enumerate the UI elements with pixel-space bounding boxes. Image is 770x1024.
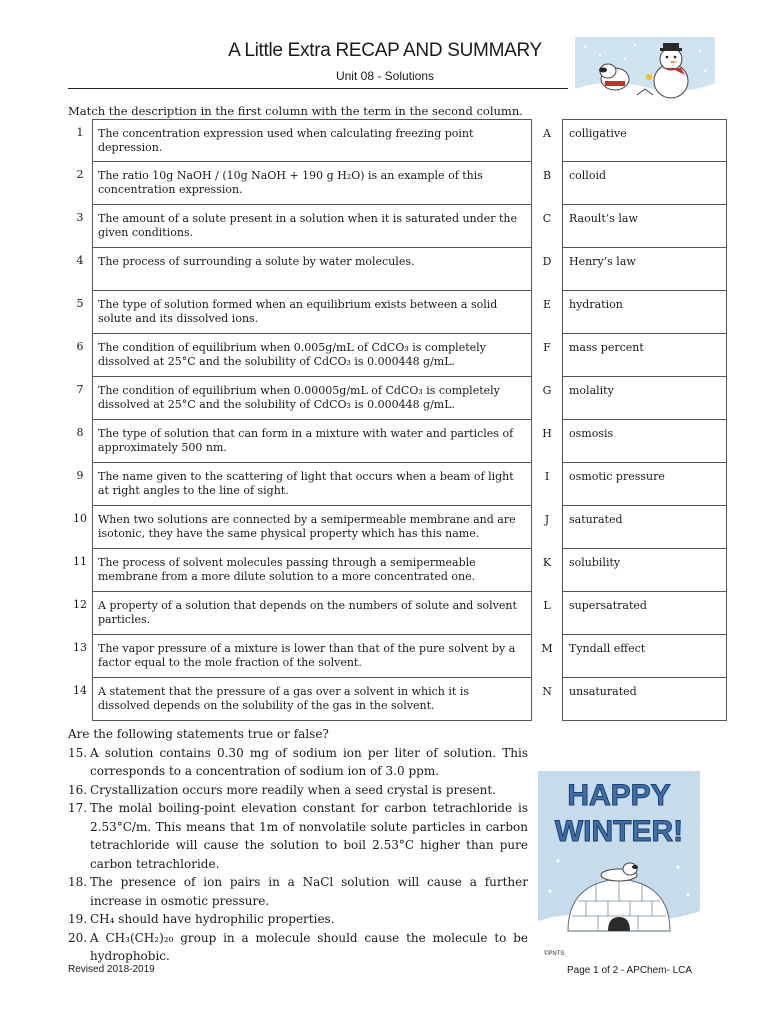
true-false-item bbox=[68, 744, 528, 781]
item-description: The process of surrounding a solute by water molecules. bbox=[93, 248, 532, 291]
term-letter: B bbox=[542, 168, 552, 182]
matching-row bbox=[68, 506, 727, 549]
term-text: supersatrated bbox=[563, 592, 727, 635]
term-letter: H bbox=[542, 426, 552, 440]
matching-row bbox=[68, 592, 727, 635]
item-description: The condition of equilibrium when 0.005g/mL of CdCO₃ is completely dissolved at 25°C and the solubility of CdCO₃ is 0.000448 g/mL. bbox=[93, 334, 532, 377]
true-false-item bbox=[68, 910, 528, 929]
term-letter: A bbox=[543, 126, 551, 140]
item-description: The ratio 10g NaOH / (10g NaOH + 190 g H₂O) is an example of this concentration expression. bbox=[93, 162, 532, 205]
matching-row bbox=[68, 463, 727, 506]
true-false-question: Are the following statements true or false? bbox=[68, 727, 329, 741]
term-text: Tyndall effect bbox=[563, 635, 727, 678]
page-title: A Little Extra RECAP AND SUMMARY bbox=[228, 40, 542, 61]
item-number: 14 bbox=[73, 683, 87, 697]
statement-number: 19. bbox=[68, 912, 88, 926]
item-number: 12 bbox=[73, 597, 87, 611]
matching-row bbox=[68, 377, 727, 420]
footer-revised: Revised 2018-2019 bbox=[68, 964, 155, 975]
term-letter: K bbox=[542, 555, 552, 569]
item-number: 11 bbox=[73, 554, 87, 568]
statement-text: CH₄ should have hydrophilic properties. bbox=[90, 912, 335, 926]
matching-row bbox=[68, 291, 727, 334]
statement-text: A CH₃(CH₂)₂₀ group in a molecule should cause the molecule to be hydrophobic. bbox=[90, 930, 528, 963]
item-description: The concentration expression used when calculating freezing point depression. bbox=[93, 120, 532, 162]
statement-number: 15. bbox=[68, 745, 88, 760]
matching-table bbox=[68, 119, 727, 721]
item-number: 10 bbox=[73, 511, 87, 525]
term-letter: C bbox=[542, 211, 552, 225]
item-description: The process of solvent molecules passing through a semipermeable membrane from a more dilute solution to a more concentrated one. bbox=[93, 549, 532, 592]
item-number: 4 bbox=[76, 253, 84, 267]
happy-winter-illustration bbox=[538, 771, 700, 959]
title-rule bbox=[68, 88, 568, 89]
matching-row bbox=[68, 420, 727, 463]
item-description: A property of a solution that depends on the numbers of solute and solvent particles. bbox=[93, 592, 532, 635]
term-text: Raoult’s law bbox=[563, 205, 727, 248]
term-text: hydration bbox=[563, 291, 727, 334]
item-description: The name given to the scattering of light that occurs when a beam of light at right angles to the line of sight. bbox=[93, 463, 532, 506]
matching-row bbox=[68, 120, 727, 162]
matching-row bbox=[68, 162, 727, 205]
item-description: The condition of equilibrium when 0.00005g/mL of CdCO₃ is completely dissolved at 25°C and the solubility of CdCO₃ is 0.000448 g/mL. bbox=[93, 377, 532, 420]
term-text: colligative bbox=[563, 120, 727, 162]
footer-page: Page 1 of 2 - APChem- LCA bbox=[567, 965, 693, 976]
true-false-item bbox=[68, 781, 528, 800]
item-number: 1 bbox=[76, 125, 84, 139]
true-false-item bbox=[68, 799, 528, 873]
term-letter: I bbox=[544, 469, 550, 483]
item-description: The amount of a solute present in a solution when it is saturated under the given conditions. bbox=[93, 205, 532, 248]
term-letter: M bbox=[541, 641, 553, 655]
statement-text: Crystallization occurs more readily when a seed crystal is present. bbox=[90, 782, 497, 797]
term-letter: L bbox=[543, 598, 551, 612]
term-letter: F bbox=[543, 340, 551, 354]
matching-row bbox=[68, 248, 727, 291]
winter-credit: ©PNTS bbox=[544, 951, 565, 957]
item-description: The type of solution that can form in a mixture with water and particles of approximately 500 nm. bbox=[93, 420, 532, 463]
term-letter: G bbox=[542, 383, 552, 397]
item-description: A statement that the pressure of a gas over a solvent in which it is dissolved depends on the solubility of the gas in the solvent. bbox=[93, 678, 532, 721]
term-text: Henry’s law bbox=[563, 248, 727, 291]
term-letter: D bbox=[542, 254, 552, 268]
item-number: 2 bbox=[76, 167, 84, 181]
item-number: 5 bbox=[76, 296, 84, 310]
matching-row bbox=[68, 549, 727, 592]
true-false-section bbox=[68, 725, 528, 966]
true-false-item bbox=[68, 929, 528, 966]
item-number: 6 bbox=[76, 339, 84, 353]
statement-number: 16. bbox=[68, 782, 88, 797]
true-false-item bbox=[68, 873, 528, 910]
statement-number: 20. bbox=[68, 930, 88, 945]
term-letter: E bbox=[542, 297, 552, 311]
statement-text: The molal boiling-point elevation constant for carbon tetrachloride is 2.53°C/m. This means that 1m of nonvolatile solute particles in carbon tetrachloride will cause the solution to boil 2.53°C higher than pure carbon tetrachloride. bbox=[90, 801, 528, 871]
term-text: osmosis bbox=[563, 420, 727, 463]
statement-text: The presence of ion pairs in a NaCl solution will cause a further increase in osmotic pressure. bbox=[90, 875, 528, 908]
term-text: osmotic pressure bbox=[563, 463, 727, 506]
statement-number: 17. bbox=[68, 801, 88, 815]
term-text: solubility bbox=[563, 549, 727, 592]
item-description: The type of solution formed when an equilibrium exists between a solid solute and its dissolved ions. bbox=[93, 291, 532, 334]
statement-text: A solution contains 0.30 mg of sodium ion per liter of solution. This corresponds to a concentration of sodium ion of 3.0 ppm. bbox=[90, 745, 528, 778]
winter-title-line1: HAPPY bbox=[567, 779, 671, 812]
matching-row bbox=[68, 678, 727, 721]
matching-row bbox=[68, 205, 727, 248]
term-text: colloid bbox=[563, 162, 727, 205]
matching-instructions: Match the description in the first column with the term in the second column. bbox=[68, 104, 523, 118]
item-description: When two solutions are connected by a semipermeable membrane and are isotonic, they have the same physical property which has this name. bbox=[93, 506, 532, 549]
matching-row bbox=[68, 635, 727, 678]
statement-number: 18. bbox=[68, 875, 88, 889]
item-description: The vapor pressure of a mixture is lower than that of the pure solvent by a factor equal to the mole fraction of the solvent. bbox=[93, 635, 532, 678]
item-number: 7 bbox=[76, 382, 84, 396]
matching-row bbox=[68, 334, 727, 377]
term-text: molality bbox=[563, 377, 727, 420]
item-number: 9 bbox=[76, 468, 84, 482]
item-number: 3 bbox=[76, 210, 84, 224]
term-letter: J bbox=[544, 512, 550, 526]
term-text: saturated bbox=[563, 506, 727, 549]
page-subtitle: Unit 08 - Solutions bbox=[335, 69, 435, 83]
term-letter: N bbox=[542, 684, 552, 698]
item-number: 8 bbox=[76, 425, 84, 439]
item-number: 13 bbox=[73, 640, 87, 654]
winter-title-line2: WINTER! bbox=[554, 815, 684, 848]
snowman-illustration bbox=[575, 37, 715, 111]
term-text: mass percent bbox=[563, 334, 727, 377]
term-text: unsaturated bbox=[563, 678, 727, 721]
